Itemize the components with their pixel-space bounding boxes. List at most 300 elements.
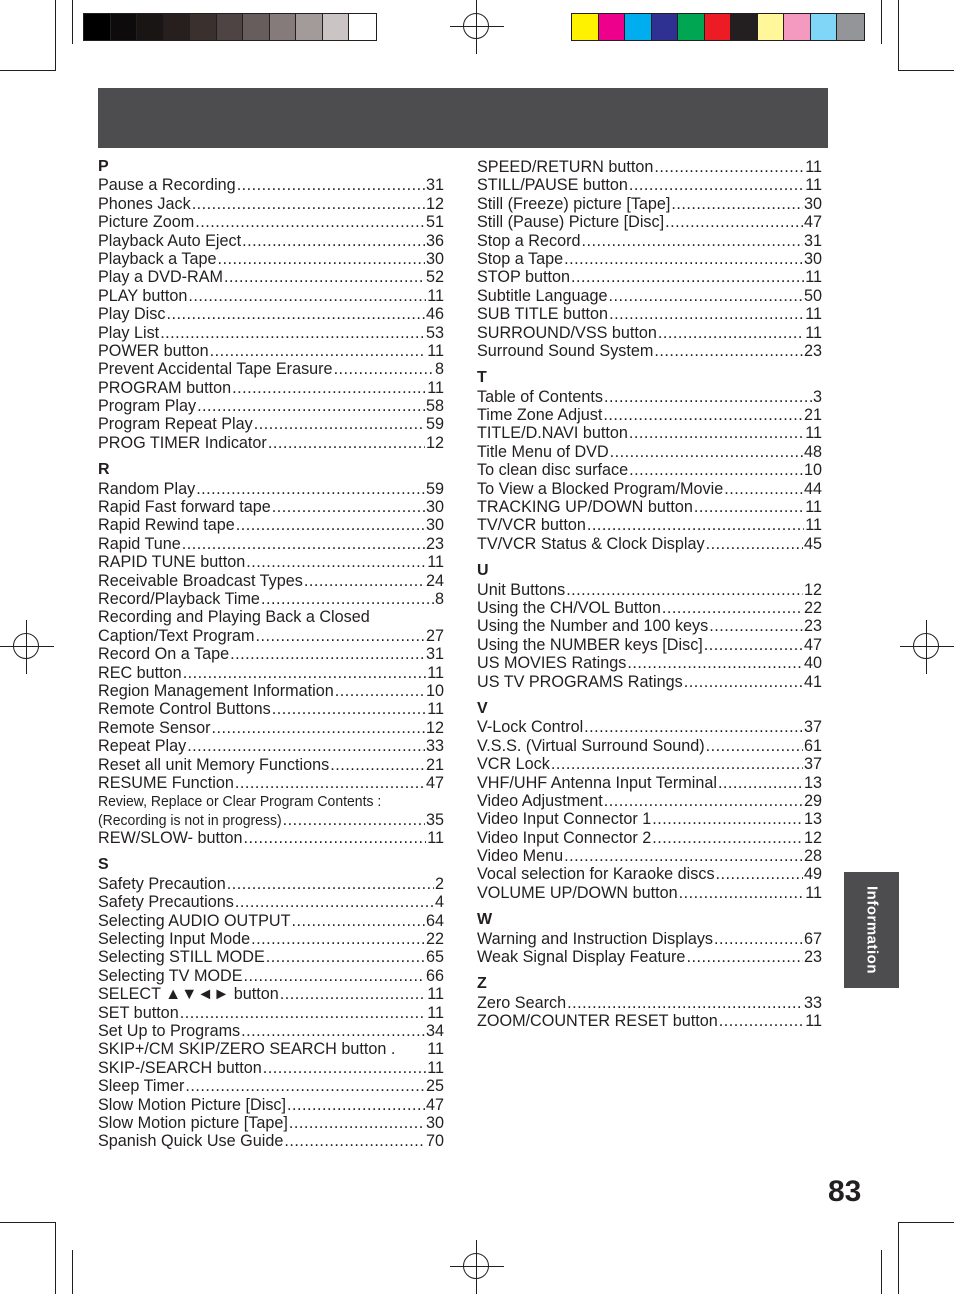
entry-text: Using the CH/VOL Button [477, 598, 661, 617]
page-ref: 35 [425, 810, 444, 829]
index-entry [98, 535, 444, 553]
page-ref: 61 [803, 736, 822, 755]
color-swatch [323, 14, 350, 40]
leader-dots [196, 480, 425, 498]
index-entry [98, 774, 444, 792]
entry-text: SELECT ▲▼◄► button [98, 985, 279, 1004]
leader-dots [272, 498, 425, 516]
page-ref: 11 [805, 323, 822, 342]
page-ref: 53 [425, 323, 444, 342]
index-entry [477, 755, 822, 773]
page-ref: 36 [425, 231, 444, 250]
entry-text: Subtitle Language [477, 286, 608, 305]
entry-text: Prevent Accidental Tape Erasure [98, 360, 333, 379]
index-entry [477, 994, 822, 1012]
section-letter: Z [477, 975, 487, 993]
page-ref: 28 [803, 847, 822, 866]
leader-dots [719, 1012, 804, 1030]
index-entry [98, 553, 444, 571]
entry-text: Slow Motion Picture [Disc] [98, 1095, 287, 1114]
entry-text: Repeat Play [98, 737, 187, 756]
page-ref: 4 [434, 893, 444, 912]
index-entry [98, 434, 444, 452]
page-ref: 33 [803, 993, 822, 1012]
entry-text: TRACKING UP/DOWN button [477, 498, 693, 517]
page-ref: 23 [803, 341, 822, 360]
index-entry [477, 498, 822, 516]
leader-dots [246, 553, 426, 571]
leader-dots [566, 581, 803, 599]
entry-text: Playback Auto Eject [98, 231, 242, 250]
page-ref: 23 [803, 617, 822, 636]
index-entry [98, 590, 444, 608]
leader-dots [242, 232, 425, 250]
entry-text: Stop a Tape [477, 249, 564, 268]
page-ref: 10 [803, 461, 822, 480]
color-swatch [811, 14, 838, 40]
page-ref: 12 [803, 828, 822, 847]
index-entry [98, 498, 444, 516]
entry-text: VCR Lock [477, 755, 550, 774]
index-entry [477, 654, 822, 672]
leader-dots [714, 930, 803, 948]
leader-dots [195, 213, 425, 231]
entry-text: Play Disc [98, 305, 166, 324]
leader-dots [244, 967, 425, 985]
entry-text: Recording and Playing Back a Closed [98, 608, 370, 627]
leader-dots [192, 195, 425, 213]
entry-text: Selecting Input Mode [98, 930, 251, 949]
index-section [98, 461, 444, 847]
entry-text: Selecting TV MODE [98, 966, 243, 985]
leader-dots [266, 948, 425, 966]
index-entry [98, 305, 444, 323]
leader-dots [335, 682, 425, 700]
index-entry [98, 682, 444, 700]
index-entry [98, 719, 444, 737]
leader-dots [166, 305, 425, 323]
index-entry [98, 397, 444, 415]
index-entry [98, 213, 444, 231]
leader-dots [237, 176, 425, 194]
leader-dots [235, 893, 434, 911]
leader-dots [587, 516, 804, 534]
page-ref: 3 [812, 387, 822, 406]
index-section [477, 158, 822, 360]
page-ref: 2 [434, 874, 444, 893]
entry-text: Using the Number and 100 keys [477, 617, 709, 636]
index-entry [98, 1022, 444, 1040]
section-letter: R [98, 461, 110, 479]
color-swatch [243, 14, 270, 40]
leader-dots [292, 912, 425, 930]
page-ref: 37 [803, 718, 822, 737]
entry-text: Rapid Fast forward tape [98, 498, 271, 517]
leader-dots [261, 590, 434, 608]
index-entry [477, 388, 822, 406]
entry-text: Still (Freeze) picture [Tape] [477, 194, 671, 213]
page-ref: 47 [425, 773, 444, 792]
page-ref: 40 [803, 654, 822, 673]
index-entry [98, 756, 444, 774]
page-ref: 30 [425, 498, 444, 517]
page-ref: 11 [427, 663, 444, 682]
index-entry [477, 673, 822, 691]
entry-text: Table of Contents [477, 387, 603, 406]
index-entry [477, 792, 822, 810]
entry-text: Play a DVD-RAM [98, 268, 224, 287]
leader-dots [287, 1096, 425, 1114]
index-column-left [98, 158, 444, 1160]
index-entry [98, 985, 444, 1003]
leader-dots [210, 342, 427, 360]
page-ref: 13 [803, 773, 822, 792]
leader-dots [654, 158, 804, 176]
page-ref: 11 [427, 341, 444, 360]
leader-dots [218, 250, 425, 268]
page-ref: 47 [803, 635, 822, 654]
leader-dots [671, 195, 803, 213]
entry-text: VOLUME UP/DOWN button [477, 883, 678, 902]
index-section [477, 369, 822, 553]
leader-dots [334, 360, 434, 378]
leader-dots [724, 480, 803, 498]
index-entry [477, 461, 822, 479]
index-entry [98, 572, 444, 590]
entry-text: Warning and Instruction Displays [477, 929, 714, 948]
leader-dots [604, 792, 803, 810]
entry-text: Vocal selection for Karaoke discs [477, 865, 715, 884]
entry-text: Program Play [98, 397, 197, 416]
leader-dots [581, 232, 803, 250]
page-ref: 27 [425, 626, 444, 645]
entry-text: Reset all unit Memory Functions [98, 755, 330, 774]
header-bar [98, 88, 828, 148]
entry-text: Remote Control Buttons [98, 700, 271, 719]
page-ref: 11 [805, 176, 822, 195]
leader-dots [224, 268, 425, 286]
color-swatch [349, 14, 376, 40]
page-ref: 10 [425, 681, 444, 700]
registration-mark [450, 0, 504, 54]
index-entry [477, 305, 822, 323]
page-ref: 25 [425, 1077, 444, 1096]
index-entry [477, 250, 822, 268]
index-entry [477, 810, 822, 828]
leader-dots [230, 645, 425, 663]
leader-dots [236, 516, 425, 534]
index-entry [98, 829, 444, 847]
page-ref: 12 [425, 194, 444, 213]
index-entry [98, 268, 444, 286]
entry-text: Video Input Connector 1 [477, 810, 652, 829]
section-letter: U [477, 562, 489, 580]
entry-text: Pause a Recording [98, 176, 236, 195]
index-section [477, 562, 822, 691]
index-entry [98, 195, 444, 213]
entry-text: Review, Replace or Clear Program Contents : [98, 792, 382, 810]
entry-text: SURROUND/VSS button [477, 323, 657, 342]
entry-text: Weak Signal Display Feature [477, 948, 686, 967]
leader-dots [182, 535, 425, 553]
index-entry [98, 792, 444, 810]
page-ref: 11 [805, 516, 822, 535]
index-entry [98, 875, 444, 893]
index-entry [477, 406, 822, 424]
page-ref: 30 [803, 194, 822, 213]
entry-text: Remote Sensor [98, 718, 211, 737]
index-entry [98, 700, 444, 718]
index-entry [98, 176, 444, 194]
leader-dots [652, 829, 803, 847]
index-entry [477, 884, 822, 902]
leader-dots [716, 865, 803, 883]
page-ref: 49 [803, 865, 822, 884]
entry-text: US TV PROGRAMS Ratings [477, 672, 683, 691]
index-entry [98, 342, 444, 360]
section-letter: T [477, 369, 487, 387]
entry-text: ZOOM/COUNTER RESET button [477, 1012, 718, 1031]
index-section [98, 856, 444, 1150]
page-ref: 22 [425, 930, 444, 949]
color-swatch [164, 14, 191, 40]
index-entry [98, 360, 444, 378]
index-entry [98, 645, 444, 663]
registration-mark [450, 1240, 504, 1294]
index-entry [98, 379, 444, 397]
entry-text: Selecting STILL MODE [98, 948, 265, 967]
entry-text: Sleep Timer [98, 1077, 185, 1096]
entry-text: SKIP-/SEARCH button [98, 1058, 262, 1077]
entry-text: TV/VCR Status & Clock Display [477, 534, 705, 553]
leader-dots [183, 664, 427, 682]
page-ref: 11 [427, 700, 444, 719]
index-entry [477, 535, 822, 553]
leader-dots [241, 1022, 425, 1040]
index-entry [477, 948, 822, 966]
side-tab [844, 872, 899, 988]
page-ref: 37 [803, 755, 822, 774]
entry-text: SET button [98, 1003, 179, 1022]
color-swatch [758, 14, 785, 40]
page-ref: 31 [803, 231, 822, 250]
index-entry [98, 1040, 444, 1058]
leader-dots [662, 599, 803, 617]
entry-text: VHF/UHF Antenna Input Terminal [477, 773, 717, 792]
entry-text: Playback a Tape [98, 249, 217, 268]
entry-text: STOP button [477, 268, 570, 287]
entry-text: STILL/PAUSE button [477, 176, 628, 195]
page-ref: 47 [803, 213, 822, 232]
index-entry [98, 930, 444, 948]
leader-dots [232, 379, 426, 397]
color-swatch [731, 14, 758, 40]
section-letter: P [98, 158, 109, 175]
page-ref: 65 [425, 948, 444, 967]
index-entry [98, 1077, 444, 1095]
entry-text: Caption/Text Program [98, 626, 255, 645]
page-ref: 34 [425, 1021, 444, 1040]
index-entry [477, 774, 822, 792]
index-entry [477, 636, 822, 654]
page-ref: 11 [805, 498, 822, 517]
index-entry [98, 1132, 444, 1150]
entry-text: Record/Playback Time [98, 589, 260, 608]
section-letter: S [98, 856, 109, 874]
page-number: 83 [828, 1175, 862, 1208]
index-entry [98, 664, 444, 682]
entry-text: Rapid Tune [98, 534, 181, 553]
index-entry [477, 581, 822, 599]
leader-dots [706, 737, 803, 755]
entry-text: RAPID TUNE button [98, 553, 246, 572]
index-entry [98, 811, 444, 829]
entry-text: PLAY button [98, 286, 188, 305]
color-swatch [217, 14, 244, 40]
entry-text: Using the NUMBER keys [Disc] [477, 635, 703, 654]
leader-dots [180, 1004, 426, 1022]
page-ref: 12 [425, 718, 444, 737]
index-entry [477, 865, 822, 883]
entry-text: Set Up to Programs [98, 1021, 241, 1040]
leader-dots [603, 406, 803, 424]
page-ref: 59 [425, 479, 444, 498]
color-swatch [705, 14, 732, 40]
index-entry [477, 268, 822, 286]
page-ref: 31 [425, 176, 444, 195]
leader-dots [284, 1132, 425, 1150]
entry-text: Region Management Information [98, 681, 334, 700]
page-ref: 29 [803, 791, 822, 810]
leader-dots [684, 673, 803, 691]
entry-text: V.S.S. (Virtual Surround Sound) [477, 736, 705, 755]
page-ref: 8 [434, 589, 444, 608]
leader-dots [263, 1059, 426, 1077]
page-ref: 11 [427, 286, 444, 305]
page-ref: 33 [425, 737, 444, 756]
leader-dots [283, 811, 425, 829]
page-ref: 8 [434, 360, 444, 379]
registration-mark [0, 620, 54, 674]
color-swatch [296, 14, 323, 40]
entry-text: Video Menu [477, 847, 564, 866]
page-ref: 41 [803, 672, 822, 691]
entry-text: V-Lock Control [477, 718, 584, 737]
leader-dots [188, 287, 426, 305]
index-entry [477, 516, 822, 534]
entry-text: PROGRAM button [98, 378, 232, 397]
page-ref: 12 [425, 433, 444, 452]
entry-text: RESUME Function [98, 773, 234, 792]
leader-dots [235, 774, 425, 792]
index-section [477, 911, 822, 966]
index-entry [98, 232, 444, 250]
page-ref: 11 [427, 553, 444, 572]
entry-text: Program Repeat Play [98, 415, 253, 434]
color-swatch [572, 14, 599, 40]
leader-dots [272, 700, 426, 718]
leader-dots [227, 875, 434, 893]
leader-dots [704, 636, 803, 654]
entry-text: (Recording is not in progress) [98, 811, 282, 829]
entry-text: Random Play [98, 479, 196, 498]
leader-dots [694, 498, 804, 516]
leader-dots [254, 415, 425, 433]
leader-dots [627, 654, 803, 672]
entry-text: Surround Sound System [477, 341, 654, 360]
index-entry [477, 1012, 822, 1030]
index-column-right [477, 158, 822, 1040]
page-ref: 45 [803, 534, 822, 553]
index-entry [98, 1114, 444, 1132]
entry-text: TITLE/D.NAVI button [477, 424, 628, 443]
index-entry [477, 424, 822, 442]
entry-text: Safety Precaution [98, 874, 226, 893]
entry-text: SUB TITLE button [477, 305, 609, 324]
leader-dots [185, 1077, 425, 1095]
page-ref: 52 [425, 268, 444, 287]
page-ref: 30 [425, 249, 444, 268]
page-ref: 11 [427, 829, 444, 848]
page-ref: 58 [425, 397, 444, 416]
leader-dots [197, 397, 425, 415]
entry-text: Unit Buttons [477, 580, 566, 599]
index-entry [98, 1096, 444, 1114]
page-ref: 30 [425, 1113, 444, 1132]
color-swatch [837, 14, 864, 40]
color-swatch [652, 14, 679, 40]
page-ref: 21 [803, 406, 822, 425]
index-entry [98, 627, 444, 645]
leader-dots [679, 884, 805, 902]
page-ref: 51 [425, 213, 444, 232]
page-ref: 11 [805, 158, 822, 176]
color-swatch [625, 14, 652, 40]
leader-dots [718, 774, 803, 792]
leader-dots [564, 847, 803, 865]
color-calibration-bar [571, 13, 865, 41]
page-ref: 12 [803, 580, 822, 599]
leader-dots [211, 719, 425, 737]
page-ref: 48 [803, 442, 822, 461]
entry-text: Phones Jack [98, 194, 191, 213]
page-ref: 50 [803, 286, 822, 305]
leader-dots [686, 948, 803, 966]
leader-dots [567, 994, 803, 1012]
entry-text: Selecting AUDIO OUTPUT [98, 911, 291, 930]
entry-text: REW/SLOW- button [98, 829, 243, 848]
page-ref: 31 [425, 645, 444, 664]
leader-dots [160, 324, 425, 342]
entry-text: To View a Blocked Program/Movie [477, 479, 724, 498]
index-entry [477, 718, 822, 736]
page-ref: 21 [425, 755, 444, 774]
entry-text: PROG TIMER Indicator [98, 433, 267, 452]
entry-text: SPEED/RETURN button [477, 158, 654, 176]
index-entry [477, 342, 822, 360]
page-ref: 13 [803, 810, 822, 829]
leader-dots [280, 985, 426, 1003]
index-entry [477, 737, 822, 755]
page-ref: 11 [805, 424, 822, 443]
color-swatch [190, 14, 217, 40]
index-entry [477, 213, 822, 231]
page-ref: 11 [805, 268, 822, 287]
leader-dots [609, 305, 804, 323]
index-entry [477, 480, 822, 498]
entry-text: Video Input Connector 2 [477, 828, 652, 847]
leader-dots [251, 930, 425, 948]
